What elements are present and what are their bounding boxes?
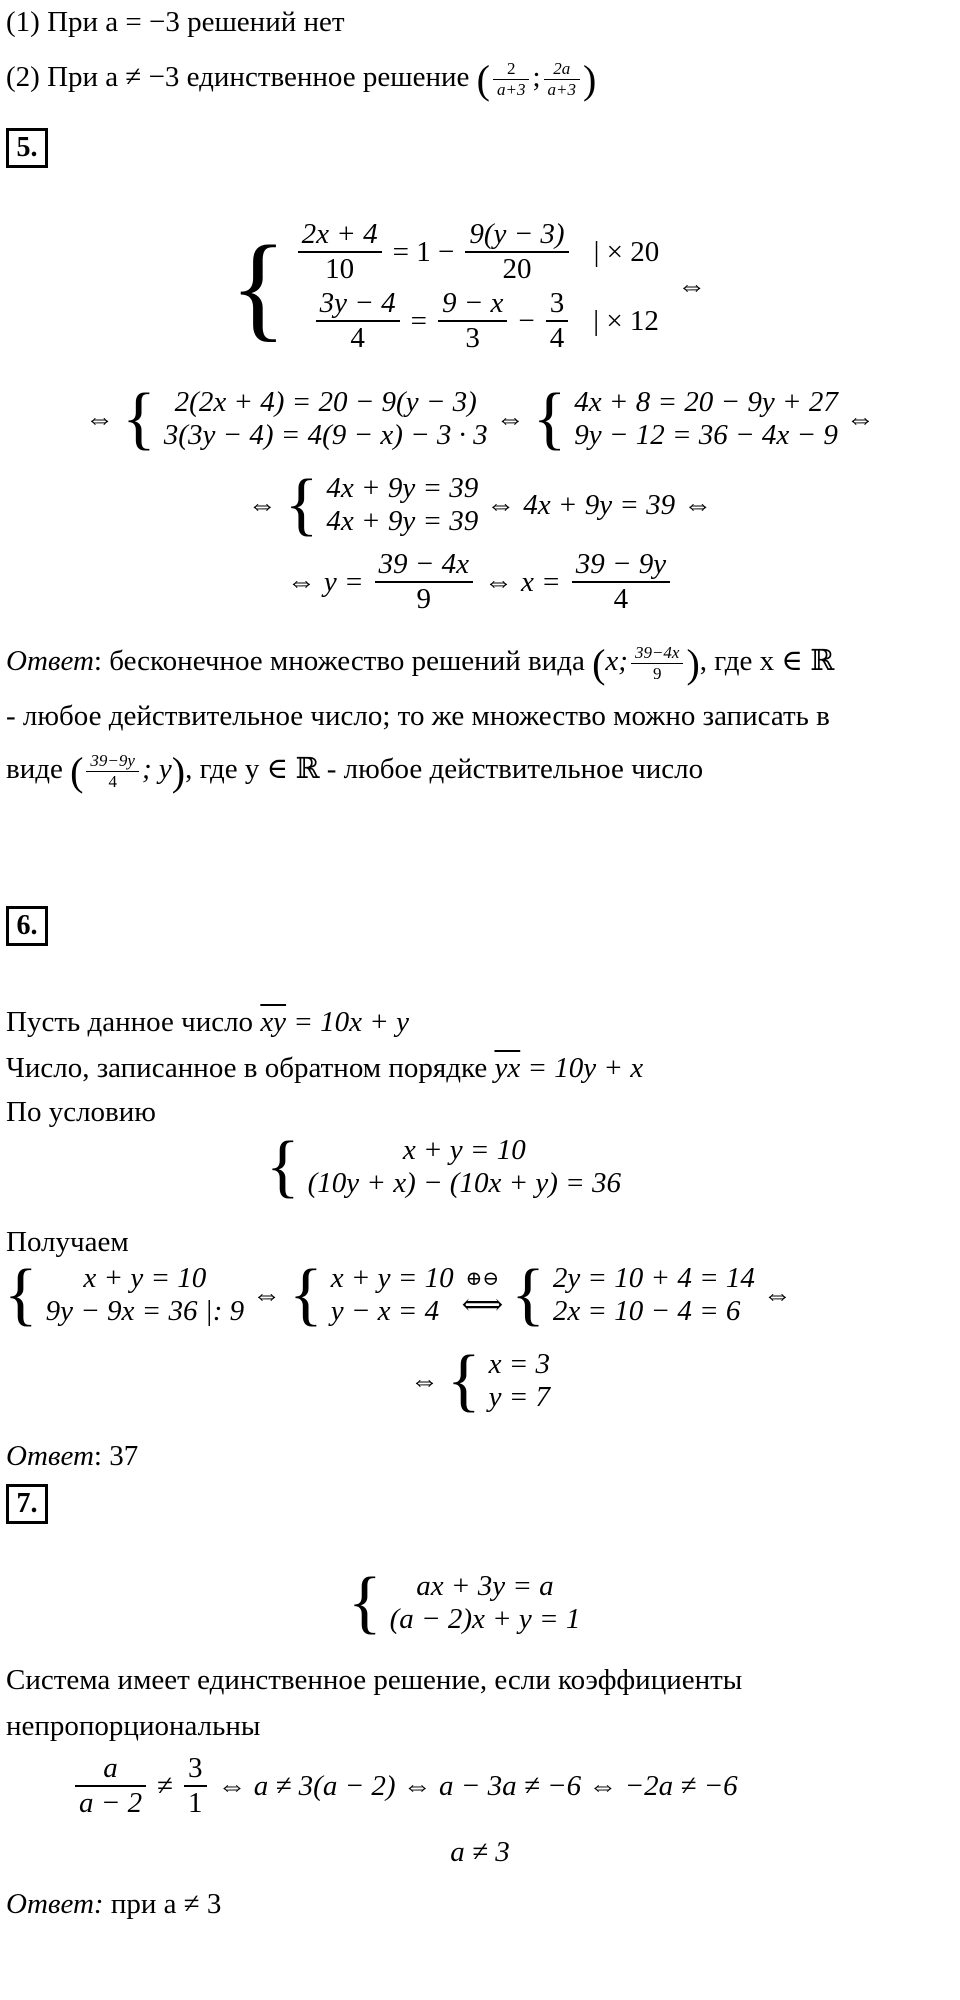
fraction <box>631 643 684 683</box>
equation: ax + 3y = a <box>416 1569 554 1602</box>
answer-value: при a ≠ 3 <box>103 1888 222 1920</box>
system-equations <box>46 1262 245 1329</box>
answer-value: : 37 <box>93 1440 139 1472</box>
denominator: 4 <box>613 583 629 616</box>
system-equations <box>164 386 488 453</box>
equivalence-sign: ⇔ <box>486 488 516 521</box>
equivalence-sign: ⇔ <box>85 402 115 435</box>
equivalence-sign: ⇔ <box>845 402 875 435</box>
equation: a ≠ 3 <box>450 1836 510 1868</box>
system-equations <box>326 472 478 539</box>
equation: y = 7 <box>488 1381 551 1413</box>
equivalence-sign: ⇔ <box>286 565 316 598</box>
add-subtract-operation: ⊕⊖ <box>465 1268 500 1291</box>
equivalence-sign: ⇔ <box>252 1278 282 1311</box>
fraction <box>438 287 507 356</box>
equivalence-sign: ⇔ <box>409 1364 439 1397</box>
denominator: 4 <box>108 772 117 791</box>
system-equations <box>489 1348 550 1415</box>
equation-text: = <box>410 304 427 337</box>
left-brace: { <box>511 1256 545 1333</box>
fraction <box>465 218 568 287</box>
problem-number-6: 6. <box>6 906 48 946</box>
solution-line-2: (2) При a ≠ −3 единственное решение ( $\frac{2}{a+3}$ ; $\frac{2a}{a+3}$ ) <box>6 57 597 102</box>
denominator: 1 <box>188 1787 203 1820</box>
system <box>266 1128 622 1205</box>
equation-chain: ⇔ a ≠ 3(a − 2) ⇔ a − 3a ≠ −6 ⇔ −2a ≠ −6 <box>217 1769 738 1802</box>
two-digit-number: $\overline{yx}$ <box>494 1052 521 1084</box>
text-line <box>6 1052 643 1085</box>
equivalence-sign: ⇔ <box>484 565 513 598</box>
answer-line-1 <box>6 640 834 687</box>
system-1 <box>230 218 706 355</box>
answer-line <box>6 1440 138 1473</box>
answer-text: ; y <box>141 753 172 786</box>
equivalence-sign: ⇔ <box>683 488 713 521</box>
problem-number-7: 7. <box>6 1484 48 1524</box>
text-line: Система имеет единственное решение, если коэффициенты <box>6 1664 743 1696</box>
fraction <box>298 218 382 287</box>
solution-line-1: (1) При a = −3 решений нет <box>6 6 345 38</box>
fraction <box>572 548 670 617</box>
answer-line <box>6 1888 221 1921</box>
left-brace: { <box>230 220 287 352</box>
numerator: 2a <box>544 59 580 80</box>
not-equal-sign: ≠ <box>157 1769 173 1802</box>
denominator: 4 <box>549 322 565 355</box>
numerator: 39 − 9y <box>572 548 670 583</box>
inequality-chain <box>72 1752 738 1821</box>
left-brace: { <box>266 1128 300 1205</box>
fraction <box>75 1752 146 1821</box>
denominator: 20 <box>502 253 532 286</box>
left-brace: { <box>446 1342 481 1419</box>
numerator: 39−4x <box>631 643 684 664</box>
equation-line-3 <box>0 466 960 543</box>
system-equations <box>308 1134 621 1201</box>
equation: x + y = 10 <box>83 1261 207 1294</box>
left-brace: { <box>4 1256 38 1333</box>
denominator: 3 <box>465 322 480 355</box>
left-brace: { <box>532 380 567 457</box>
denominator: 9 <box>652 664 662 683</box>
text: Число, записанное в обратном порядке <box>6 1052 488 1084</box>
equation-text: − <box>518 304 535 337</box>
problem-number-5: 5. <box>6 128 48 168</box>
system-equations <box>331 1262 454 1329</box>
numerator: 9(y − 3) <box>465 218 568 253</box>
equation: 3(3y − 4) = 4(9 − x) − 3 · 3 <box>163 419 488 451</box>
left-brace: { <box>122 380 156 457</box>
equation: 2(2x + 4) = 20 − 9(y − 3) <box>174 385 477 418</box>
result-system <box>0 1342 960 1419</box>
system-equations <box>574 386 838 453</box>
two-digit-number: $\overline{xy}$ <box>260 1006 287 1038</box>
equation: x + y = 10 <box>402 1133 526 1166</box>
system-equations <box>390 1570 581 1637</box>
equivalence-sign: ⟺ <box>461 1289 504 1322</box>
equivalence-sign: ⇔ <box>677 270 707 303</box>
equation: = 10y + x <box>527 1052 644 1084</box>
fraction <box>86 751 139 791</box>
result <box>0 1836 960 1869</box>
numerator: 39−9y <box>86 751 139 772</box>
fraction <box>316 287 400 356</box>
equation: 2y = 10 + 4 = 14 <box>552 1261 755 1294</box>
left-paren: ( <box>70 749 84 794</box>
text-line: Получаем <box>6 1226 129 1258</box>
right-paren: ) <box>171 749 186 794</box>
numerator: 39 − 4x <box>375 548 473 583</box>
equation-text: y = <box>323 565 364 598</box>
equation: y − x = 4 <box>330 1295 440 1327</box>
system-equations <box>553 1262 755 1329</box>
system-chain <box>4 1256 792 1333</box>
equation-line-4 <box>0 548 960 617</box>
answer-text: : бесконечное множество решений вида <box>93 645 585 678</box>
equation: 4x + 8 = 20 − 9y + 27 <box>574 385 838 418</box>
system <box>348 1564 581 1641</box>
left-paren: ( <box>592 641 606 686</box>
multiplier: | × 20 <box>593 236 660 269</box>
equation-line-2 <box>0 380 960 457</box>
equivalence-sign: ⇔ <box>762 1278 792 1311</box>
numerator: 3y − 4 <box>316 287 400 322</box>
equation: 4x + 9y = 39 <box>326 471 479 504</box>
fraction <box>493 59 529 99</box>
numerator: a <box>75 1752 146 1787</box>
numerator: 3 <box>184 1752 207 1787</box>
left-brace: { <box>284 466 319 543</box>
denominator: a − 2 <box>79 1787 143 1820</box>
answer-label: Ответ <box>6 1440 94 1472</box>
answer-text: виде <box>6 753 63 786</box>
answer-text: x; <box>605 645 628 678</box>
text-line: По условию <box>6 1096 156 1128</box>
equation: 4x + 9y = 39 <box>523 488 676 521</box>
multiplier: | × 12 <box>593 304 659 337</box>
equivalence-sign: ⇔ <box>247 488 277 521</box>
right-paren: ) <box>686 641 700 686</box>
denominator: 10 <box>325 253 355 286</box>
left-brace: { <box>289 1256 323 1333</box>
denominator: 9 <box>416 583 432 616</box>
equation: x + y = 10 <box>330 1261 454 1294</box>
answer-label: Ответ <box>6 645 94 678</box>
numerator: 2x + 4 <box>298 218 382 253</box>
equation: 4x + 9y = 39 <box>326 505 479 537</box>
equation-text: x = <box>521 565 561 598</box>
text: Пусть данное число <box>6 1006 254 1038</box>
right-paren: ) <box>583 57 597 102</box>
equation: x = 3 <box>488 1347 551 1380</box>
denominator: a+3 <box>496 80 526 99</box>
answer-line-3 <box>6 748 703 795</box>
equation: 2x = 10 − 4 = 6 <box>552 1295 741 1327</box>
numerator: 3 <box>546 287 569 322</box>
equation: (a − 2)x + y = 1 <box>389 1603 581 1635</box>
left-paren: ( <box>476 57 490 102</box>
equation: 9y − 12 = 36 − 4x − 9 <box>574 419 838 451</box>
answer-label: Ответ: <box>6 1888 104 1920</box>
fraction <box>184 1752 207 1821</box>
fraction <box>375 548 473 617</box>
left-brace: { <box>348 1564 382 1641</box>
numerator: 9 − x <box>438 287 507 322</box>
answer-line-2: - любое действительное число; то же множество можно записать в <box>6 700 830 732</box>
equation: (10y + x) − (10x + y) = 36 <box>307 1167 622 1199</box>
equivalence-sign: ⇔ <box>495 402 525 435</box>
equation: 9y − 9x = 36 |: 9 <box>45 1295 245 1327</box>
text-line: непропорциональны <box>6 1710 261 1742</box>
denominator: a+3 <box>547 80 577 99</box>
answer-text: , где y ∈ ℝ - любое действительное число <box>185 753 704 786</box>
system-equations <box>295 218 660 355</box>
answer-text: , где x ∈ ℝ <box>699 645 835 678</box>
denominator: 4 <box>350 322 365 355</box>
fraction <box>546 287 569 356</box>
fraction <box>544 59 580 99</box>
numerator: 2 <box>493 59 529 80</box>
solution-line-2-text: (2) При a ≠ −3 единственное решение <box>6 61 470 94</box>
text-line <box>6 1006 409 1039</box>
equation: = 10x + y <box>293 1006 409 1038</box>
equation-text: = 1 − <box>392 236 455 269</box>
